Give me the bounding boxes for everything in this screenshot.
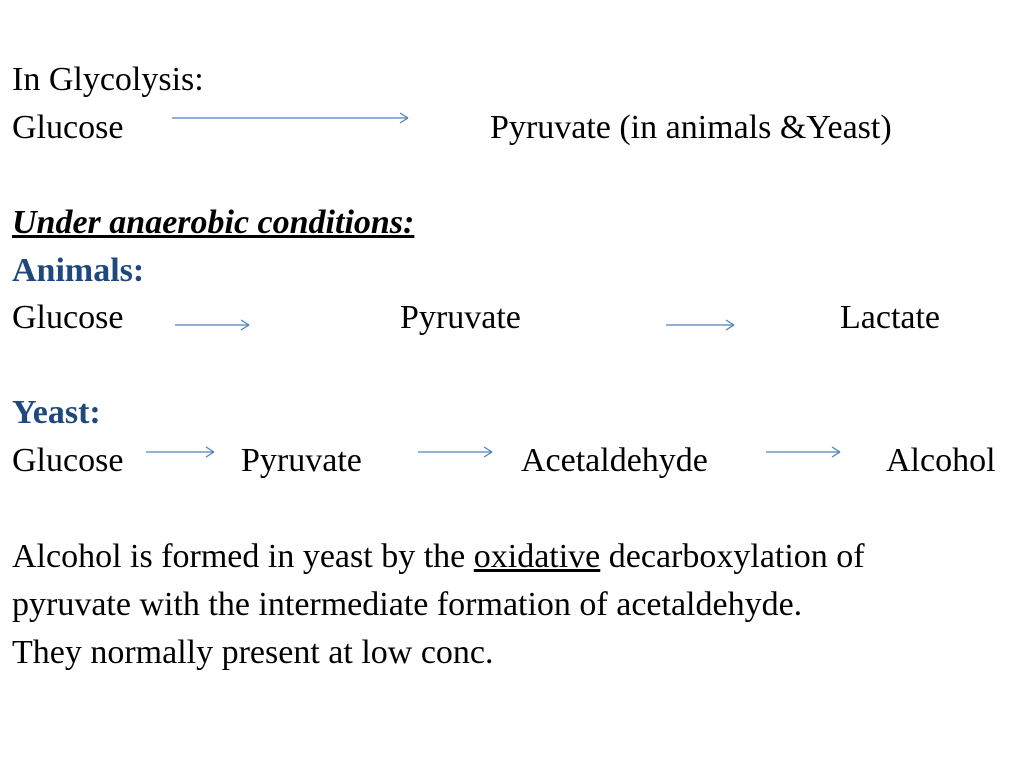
paragraph-line-1 xyxy=(12,537,865,577)
animals-step-glucose: Glucose xyxy=(12,299,124,336)
animals-heading: Animals: xyxy=(12,252,145,289)
glycolysis-heading: In Glycolysis: xyxy=(12,61,204,98)
yeast-step-pyruvate: Pyruvate xyxy=(241,442,362,479)
yeast-arrow-2-icon xyxy=(416,444,498,460)
yeast-heading: Yeast: xyxy=(12,394,101,431)
glycolysis-arrow-icon xyxy=(170,110,415,126)
yeast-step-acetaldehyde: Acetaldehyde xyxy=(521,442,708,479)
paragraph-line-1-before: Alcohol is formed in yeast by the xyxy=(12,538,474,575)
animals-arrow-2-icon xyxy=(664,317,740,333)
glycolysis-substrate: Glucose xyxy=(12,109,124,146)
paragraph-line-3: They normally present at low conc. xyxy=(12,634,494,671)
paragraph-line-1-after: decarboxylation of xyxy=(600,538,865,575)
animals-arrow-1-icon xyxy=(173,317,255,333)
yeast-arrow-3-icon xyxy=(764,444,846,460)
glycolysis-product: Pyruvate (in animals &Yeast) xyxy=(490,109,892,146)
yeast-step-alcohol: Alcohol xyxy=(886,442,996,479)
yeast-step-glucose: Glucose xyxy=(12,442,124,479)
animals-step-lactate: Lactate xyxy=(840,299,941,336)
yeast-arrow-1-icon xyxy=(144,444,220,460)
animals-step-pyruvate: Pyruvate xyxy=(400,299,521,336)
anaerobic-heading: Under anaerobic conditions: xyxy=(12,204,415,241)
oxidative-term: oxidative xyxy=(473,538,601,575)
paragraph-line-2: pyruvate with the intermediate formation of acetaldehyde. xyxy=(12,586,803,623)
